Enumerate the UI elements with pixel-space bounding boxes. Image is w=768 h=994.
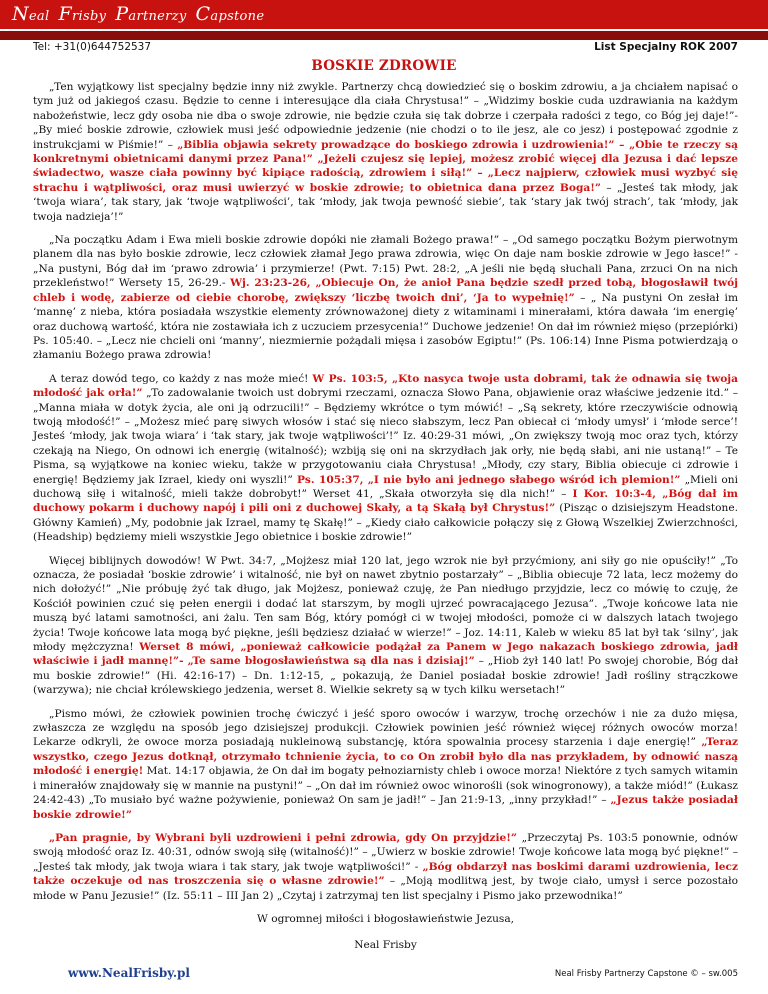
body-text: – „Hiob żył 140 lat! Po swojej chorobie, Bóg dał mu boskie zdrowie!” (Hi. 42:16-17) – Dn. 1:12-15, „ pokazują, że Daniel posiadał boskie zdrowie! Jadł rośliny strączkowe (warzywa); nie chciał królewskiego jedzenia, werset 8. Wielkie sekrety są w tych kilku wersetach!” — [33, 655, 739, 697]
body-text: – „ Na pustyni On zesłał im ‘mannę’ z nieba, która posiadała wszystkie elementy zrównoważonej diety z witaminami i minerałami, która dawała ‘im energię’ oraz duchową wartość, która nie zostawiała ich z uczuciem przesycenia!” Duchowe jedzenie! On dał im również mięso (przepiórki) Ps. 105:40. – „Lecz nie chcieli oni ‘manny’, niezmiernie pożądali mięsa i zasobów Egiptu!” (Ps. 106:14) Inne Pisma potwierdzają o złamaniu Bożego prawa zdrowia! — [33, 291, 738, 362]
paragraph — [33, 831, 738, 903]
emphasis-text: „Jezus także posiadał boskie zdrowie!” — [33, 794, 738, 821]
paragraph — [33, 707, 738, 822]
body-text: – „Moją modlitwą jest, by twoje ciało, umysł i serce pozostało młode w Panu Jezusie!” (Iz. 55:11 – III Jan 2) „Czytaj i zatrzymaj ten list specjalny i Pismo jako przewodnika!” — [33, 875, 738, 902]
body-text: „Na początku Adam i Ewa mieli boskie zdrowie dopóki nie złamali Bożego prawa!” – „Od samego początku Bożym pierwotnym planem dla nas było boskie zdrowie, lecz człowiek złamał Jego prawa zdrowia, więc On daje nam boskie zdrowie w Jego łasce!” - „Na pustyni, Bóg dał im ‘prawo zdrowia’ i przymierze! (Pwt. 7:15) Pwt. 28:2, „A jeśli nie będą słuchali Pana, zrzuci On na nich przekleństwo!” Wersety 15, 26-29.- — [33, 234, 738, 290]
brand-logo — [12, 3, 268, 25]
brand-word: apstone — [210, 9, 265, 24]
phone-number: Tel: +31(0)644752537 — [33, 41, 152, 53]
paragraph — [33, 233, 738, 363]
brand-initial: P — [115, 3, 129, 25]
brand-initial: N — [12, 3, 29, 25]
emphasis-text: Werset 8 mówi, „ponieważ całkowicie podążał za Panem w Jego nakazach boskiego zdrowia, jadł właściwie i jadł mannę!”- „Te same błogosławieństwa są dla nas i dzisiaj!” — [33, 641, 738, 668]
emphasis-text: W Ps. 103:5, „Kto nasyca twoje usta dobrami, tak że odnawia się twoja młodość jak orła!” — [33, 372, 738, 400]
body-text: „Ten wyjątkowy list specjalny będzie inny niż zwykle. Partnerzy chcą dowiedzieć się o boskim zdrowiu, a ja chciałem napisać o tym już od jakiegoś czasu. Będzie to cenne i interesujące dla ciała Chrystusa!” – „Widzimy boskie cuda uzdrawiania na każdym nabożeństwie, lecz gdy osoba nie dba o swoje zdrowie, nie będzie czuła się tak dobrze i czerpała radości z tego, co Bóg jej daje!”- „By mieć boskie zdrowie, człowiek musi jeść odpowiednie jedzenie (nie chodzi o to ile jesz, ale co jesz) i postępować zgodnie z instrukcjami w Piśmie!” – — [33, 81, 738, 151]
closing-line: W ogromnej miłości i błogosławieństwie Jezusa, — [256, 912, 515, 925]
list-label: List Specjalny ROK 2007 — [594, 41, 738, 53]
body-text: „Przeczytaj Ps. 103:5 ponownie, odnów swoją młodość oraz Iz. 40:31, odnów swoją siłę (witalność)!” – „Uwierz w boskie zdrowie! Twoje końcowe lata mogą być piękne!” – „Jesteś tak młody, jak twoja wiara i tak stary, jak twoje wątpliwości!” - — [33, 831, 738, 873]
paragraph — [33, 80, 738, 224]
brand-word: risby — [72, 9, 107, 24]
emphasis-text: „Biblia objawia sekrety prowadzące do boskiego zdrowia i uzdrowienia!” – „Obie te rzeczy są konkretnymi obietnicami danymi przez Pana!” „Jeżeli czujesz się lepiej, możesz zrobić więcej dla Jezusa i dać lepsze świadectwo, wasze ciała powinny być kipiące radością, zdrowiem i siłą!” – „Lecz najpierw, człowiek musi wyzbyć się strachu i wątpliwości, oraz musi uwierzyć w boskie zdrowie; to obietnica dana przez Boga!” — [33, 138, 738, 194]
body-text: „Mieli oni duchową siłę i witalność, mieli także dobrobyt!” Werset 41, „Skała otworzyła się dla nich!” – — [33, 473, 739, 500]
emphasis-text: Wj. 23:23-26, „Obiecuje On, że anioł Pana będzie szedł przed tobą, błogosławił twój chleb i wodę, zabierze od ciebie chorobę, zwiększy ‘liczbę twoich dni’, ‘Ja to wypełnię!” — [33, 277, 738, 304]
body-text: „Pismo mówi, że człowiek powinien trochę ćwiczyć i jeść sporo owoców i warzyw, trochę orzechów i nie za dużo mięsa, zwłaszcza ze względu na sposób jego dzisiejszej produkcji. Człowiek powinien jeść również więcej różnych owoców morza! Lekarze odkryli, że owoce morza posiadają nukleinową substancję, która spowalnia procesy starzenia i daje energię!” — [33, 707, 738, 749]
emphasis-text: „Pan pragnie, by Wybrani byli uzdrowieni i pełni zdrowia, gdy On przyjdzie!” — [49, 831, 517, 844]
website-link[interactable]: www.NealFrisby.pl — [68, 966, 190, 980]
brand-word: artnerzy — [128, 9, 187, 24]
emphasis-text: „Bóg obdarzył nas boskimi darami uzdrowienia, lecz także oczekuje od nas troszczenia się o własne zdrowie!” — [33, 860, 738, 888]
emphasis-text: I Kor. 10:3-4, „Bóg dał im duchowy pokarm i duchowy napój i pili oni z duchowej Skały, a tą Skałą był Chrystus!” — [33, 487, 738, 515]
body-text: (Pisząc o dzisiejszym Headstone. Główny Kamień) „My, podobnie jak Izrael, mamy tę Skałę!” – „Kiedy ciało całkowicie połączy się z Głową Wszelkiej Zwierzchności, (Headship) będziemy mieli wszystkie Jego obietnice i boskie zdrowie!” — [33, 502, 738, 544]
brand-initial: C — [195, 3, 211, 25]
brand-initial: F — [58, 3, 73, 25]
body-text: „To zadowalanie twoich ust dobrymi rzeczami, oznacza Słowo Pana, objawienie oraz właściwe jedzenie itd.” – „Manna miała w dotyk życia, ale oni ją odrzucili!” – Będziemy wkrótce o tym mówić! – „Są sekrety, które rzeczywiście odnowią twoją młodość!” – „Możesz mieć parę siwych włosów i stać się nieco słabszym, lecz Pan obiecał ci ‘młody umysł’ i ‘młode serce’! Jesteś ‘młody, jak twoja wiara’ i ‘tak stary, jak twoje wątpliwości’!” Iz. 40:29-31 mówi, „On zwiększy twoją moc oraz tych, którzy czekają na Niego, On odnowi ich energię (witalność); wzbiją się oni na skrzydłach jak orły, nie będą słabi, ani nie ustaną!” – Te Pisma, są wyjątkowe na koniec wieku, także w przygotowaniu ciała Chrystusa! „Młody, czy stary, Biblia obiecuje ci zdrowie i energię! Będziemy jak Izrael, kiedy oni wyszli!” — [33, 387, 738, 486]
body-text: Więcej biblijnych dowodów! W Pwt. 34:7, „Mojżesz miał 120 lat, jego wzrok nie był przyćmiony, ani siły go nie opuściły!” „To oznacza, że posiadał ‘boskie zdrowie’ i witalność, nie był on nawet zbytnio postarzały” – „Biblia obiecuje 72 lata, lecz możemy do nich dołożyć!” „Nie próbuję żyć tak długo, jak Mojżesz, ponieważ czuję, że Pan niedługo przyjdzie, lecz co mówię to czuję, że Kościół powinien czuć się pełen energii i dodać lat starszym, by mogli ujrzeć powracającego Jezusa”. „Twoje końcowe lata nie muszą być latami samotności, ani żalu. Ten sam Bóg, który pomógł ci w twojej młodości, pomoże ci w dalszych latach twojego życia! Twoje końcowe lata mogą być piękne, jeśli będziesz działać w wierze!” – Joz. 14:11, Kaleb w wieku 85 lat był tak ‘silny’, jak młody mężczyzna! — [33, 554, 738, 654]
body-text: – „Jesteś tak młody, jak ‘twoja wiara’, tak stary, jak ‘twoje wątpliwości’, tak ‘młody, jak twoja pewność siebie’, tak ‘stary jak twój strach’, tak ‘młody, jak twoja nadzieja’!” — [33, 181, 738, 223]
page-title: BOSKIE ZDROWIE — [311, 58, 457, 74]
paragraph — [33, 554, 738, 698]
emphasis-text: „Teraz wszystko, czego Jezus dotknął, otrzymało tchnienie życia, to co On zrobił było dla nas przykładem, by odnowić naszą młodość i energię! — [33, 736, 738, 778]
body-text: Mat. 14:17 objawia, że On dał im bogaty pełnoziarnisty chleb i owoce morza! Niektóre z tych samych witamin i minerałów znajdowały się w mannie na pustyni!” – „On dał im również owoc winorośli (sok winogronowy), a także miód!” (Łukasz 24:42-43) „To musiało być ważne pożywienie, ponieważ On sam je jadł!” – Jan 21:9-13, „inny przykład!” – — [33, 765, 738, 807]
body-text: A teraz dowód tego, co każdy z nas może mieć! — [49, 372, 313, 385]
footer-copyright: Neal Frisby Partnerzy Capstone © – sw.005 — [554, 969, 738, 979]
emphasis-text: Ps. 105:37, „I nie było ani jednego słabego wśród ich plemion!” — [296, 473, 681, 486]
signature: Neal Frisby — [354, 939, 417, 952]
letter-body — [33, 80, 738, 965]
header-stripe — [0, 31, 768, 40]
paragraph — [33, 372, 738, 545]
brand-word: eal — [28, 9, 50, 24]
